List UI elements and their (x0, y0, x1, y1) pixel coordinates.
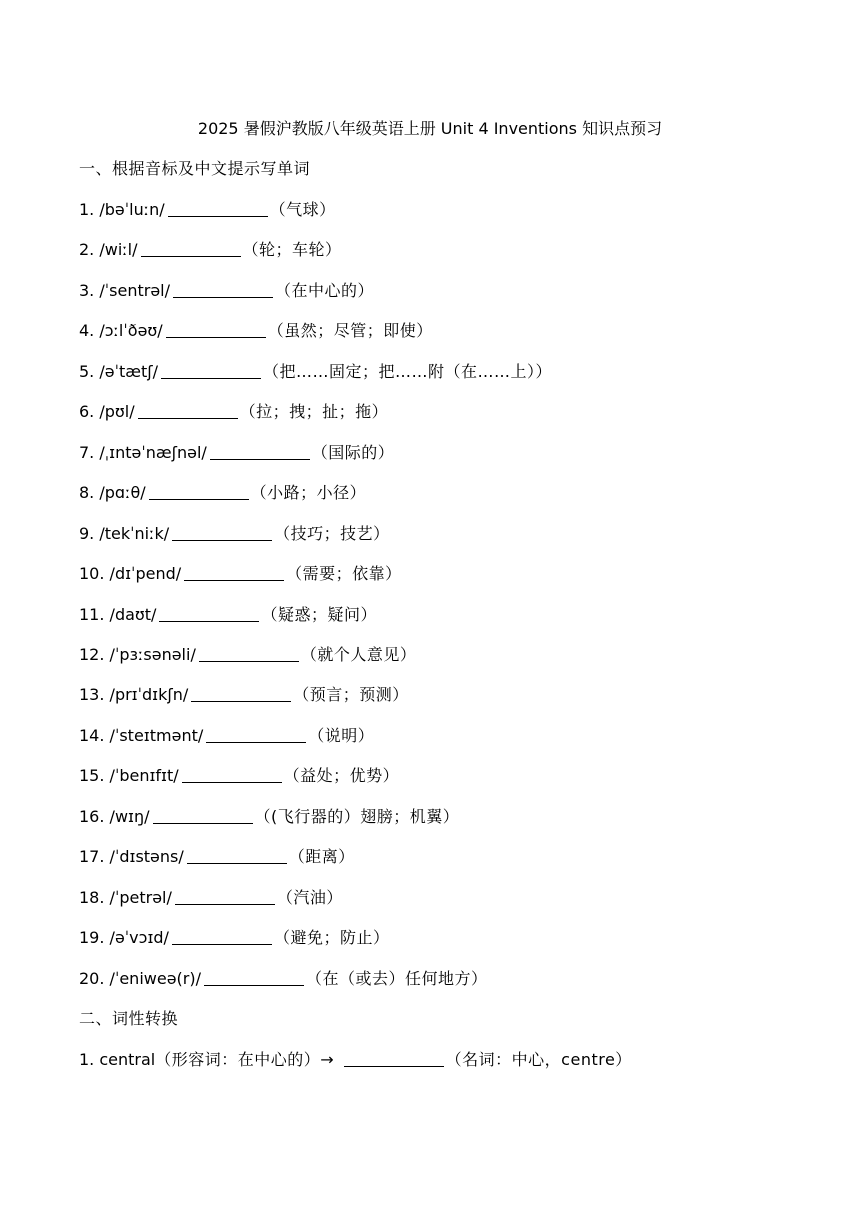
item-phonetic: /ˈsentrəl/ (99, 281, 170, 300)
list-item (79, 805, 459, 829)
item-phonetic: /ˈsteɪtmənt/ (109, 726, 204, 745)
answer-blank[interactable] (182, 766, 282, 783)
list-item (79, 683, 409, 707)
list-item (79, 481, 366, 505)
item-hint: （预言；预测） (293, 685, 409, 704)
item-phonetic: /əˈvɔɪd/ (109, 928, 169, 947)
item-phonetic: /tekˈniːk/ (99, 524, 170, 543)
answer-blank[interactable] (191, 685, 291, 702)
item-number: 15. (79, 766, 105, 785)
answer-blank[interactable] (210, 443, 310, 460)
item-number: 5. (79, 362, 95, 381)
list-item (79, 198, 336, 222)
answer-blank[interactable] (161, 362, 261, 379)
item-number: 2. (79, 240, 95, 259)
item-number: 8. (79, 483, 95, 502)
item-hint: （益处；优势） (283, 766, 400, 785)
answer-blank[interactable] (149, 483, 249, 500)
list-item (79, 724, 374, 748)
answer-blank[interactable] (204, 969, 304, 986)
list-item (79, 238, 342, 262)
item-number: 13. (79, 685, 105, 704)
item-hint: （距离） (288, 847, 355, 866)
item-phonetic: /wiːl/ (99, 240, 138, 259)
item-pos: （形容词：在中心的） (155, 1050, 321, 1069)
item-hint: （在（或去）任何地方） (306, 969, 488, 988)
item-phonetic: /ˈpɜːsənəli/ (109, 645, 196, 664)
answer-blank[interactable] (172, 928, 272, 945)
answer-blank[interactable] (153, 807, 253, 824)
answer-blank[interactable] (199, 645, 299, 662)
item-number: 19. (79, 928, 105, 947)
item-number: 1. (79, 1050, 95, 1069)
item-phonetic: /ˈdɪstəns/ (109, 847, 184, 866)
item-hint: （就个人意见） (300, 645, 417, 664)
item-hint: （技巧；技艺） (274, 524, 390, 543)
item-hint: （汽油） (276, 888, 343, 907)
answer-blank[interactable] (141, 240, 241, 257)
item-phonetic: /ɔːlˈðəʊ/ (99, 321, 163, 340)
list-item (79, 522, 390, 546)
item-number: 10. (79, 564, 105, 583)
section-2-heading: 二、词性转换 (79, 1009, 179, 1028)
item-phonetic: /daʊt/ (109, 605, 157, 624)
item-hint: （虽然；尽管；即使） (267, 321, 433, 340)
item-number: 3. (79, 281, 95, 300)
list-item (79, 400, 388, 424)
item-hint: （气球） (269, 200, 336, 219)
item-hint: （在中心的） (275, 281, 375, 300)
answer-blank[interactable] (138, 402, 238, 419)
answer-blank[interactable] (159, 605, 259, 622)
item-phonetic: /pʊl/ (99, 402, 135, 421)
answer-blank[interactable] (187, 847, 287, 864)
item-hint: （疑惑；疑问） (261, 605, 377, 624)
item-hint: （需要；依靠） (286, 564, 402, 583)
item-phonetic: /pɑːθ/ (99, 483, 146, 502)
item-number: 11. (79, 605, 105, 624)
list-item (79, 441, 394, 465)
item-number: 14. (79, 726, 105, 745)
item-number: 1. (79, 200, 95, 219)
answer-blank[interactable] (206, 726, 306, 743)
item-phonetic: /ˌɪntəˈnæʃnəl/ (99, 443, 207, 462)
item-phonetic: /wɪŋ/ (109, 807, 150, 826)
list-item (79, 603, 377, 627)
arrow-icon: → (320, 1050, 334, 1069)
list-item (79, 886, 343, 910)
answer-blank[interactable] (172, 524, 272, 541)
list-item (79, 643, 416, 667)
answer-blank[interactable] (173, 281, 273, 298)
item-number: 4. (79, 321, 95, 340)
item-number: 9. (79, 524, 95, 543)
item-number: 17. (79, 847, 105, 866)
item-number: 6. (79, 402, 95, 421)
list-item (79, 926, 389, 950)
list-item (79, 360, 552, 384)
list-item (79, 967, 488, 991)
item-phonetic: /ˈeniweə(r)/ (109, 969, 201, 988)
answer-blank[interactable] (168, 200, 268, 217)
item-hint: （名词：中心，centre） (445, 1050, 632, 1069)
item-number: 12. (79, 645, 105, 664)
section-1-heading: 一、根据音标及中文提示写单词 (79, 159, 311, 178)
item-hint: （避免；防止） (273, 928, 390, 947)
item-hint: （说明） (308, 726, 375, 745)
item-number: 20. (79, 969, 105, 988)
list-item (79, 279, 374, 303)
item-hint: （轮；车轮） (242, 240, 342, 259)
item-number: 18. (79, 888, 105, 907)
document-title: 2025 暑假沪教版八年级英语上册 Unit 4 Inventions 知识点预习 (197, 119, 663, 138)
item-word: central (99, 1050, 156, 1069)
item-hint: （拉；拽；扯；拖） (239, 402, 389, 421)
item-hint: （小路；小径） (250, 483, 367, 502)
item-hint: （把……固定；把……附（在……上）） (263, 362, 553, 381)
answer-blank[interactable] (166, 321, 266, 338)
answer-blank[interactable] (175, 888, 275, 905)
list-item (79, 845, 355, 869)
item-phonetic: /dɪˈpend/ (109, 564, 182, 583)
answer-blank[interactable] (344, 1050, 444, 1067)
list-item (79, 319, 433, 343)
item-phonetic: /prɪˈdɪkʃn/ (109, 685, 189, 704)
item-phonetic: /ˈbenɪfɪt/ (109, 766, 179, 785)
item-hint: （国际的） (311, 443, 395, 462)
list-item (79, 562, 402, 586)
list-item (79, 1048, 632, 1072)
item-number: 16. (79, 807, 105, 826)
item-hint: （(飞行器的）翅膀；机翼） (254, 807, 460, 826)
item-number: 7. (79, 443, 95, 462)
item-phonetic: /ˈpetrəl/ (109, 888, 172, 907)
answer-blank[interactable] (184, 564, 284, 581)
item-phonetic: /əˈtætʃ/ (99, 362, 159, 381)
list-item (79, 764, 399, 788)
item-phonetic: /bəˈluːn/ (99, 200, 165, 219)
